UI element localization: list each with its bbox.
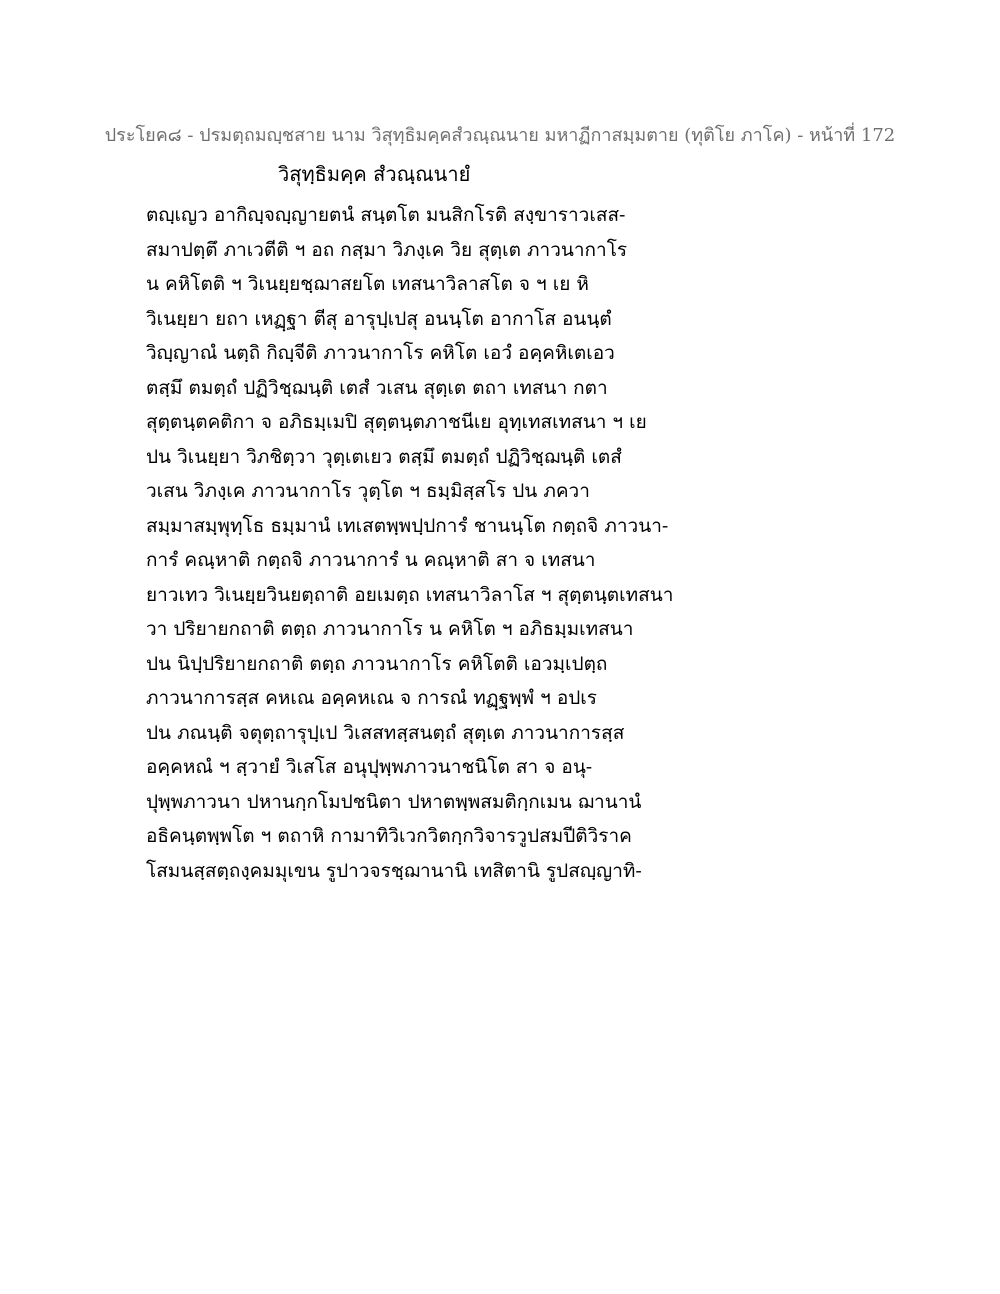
text-line: อคฺคหณํ ฯ สฺวายํ วิเสโส อนุปุพฺพภาวนาชนิโต สา จ อนุ- <box>146 756 593 778</box>
text-line: ปน วิเนยฺยา วิภชิตฺวา วุตฺเตเยว ตสฺมึ ตมตฺถํ ปฏิวิชฺฌนฺติ เตสํ <box>146 445 622 468</box>
text-line: วิญฺญาณํ นตฺถิ กิญฺจีติ ภาวนากาโร คหิโต เอวํ อคฺคหิเตเอว <box>146 342 615 364</box>
text-line: สุตฺตนฺตคติกา จ อภิธมฺเมปิ สุตฺตนฺตภาชนีเย อุทฺเทสเทสนา ฯ เย <box>146 411 647 433</box>
text-line: สมฺมาสมฺพุทฺโธ ธมฺมานํ เทเสตพฺพปฺปการํ ชานนฺโต กตฺถจิ ภาวนา- <box>146 514 669 537</box>
body-text <box>146 198 686 888</box>
text-line: ปน ภณนฺติ จตุตฺถารุปฺเป วิเสสทสฺสนตฺถํ สุตฺเต ภาวนาการสฺส <box>146 721 625 744</box>
page-header: ประโยค๘ - ปรมตฺถมญฺชสาย นาม วิสุทฺธิมคฺคสํวณฺณนาย มหาฏีกาสมฺมตาย (ทุติโย ภาโค) - หน้าที่ 172 <box>104 125 896 146</box>
text-line: อธิคนฺตพฺพโต ฯ ตถาหิ กามาทิวิเวกวิตกฺกวิจารวูปสมปีติวิราค <box>146 825 632 847</box>
text-line: ภาวนาการสฺส คหเณ อคฺคหเณ จ การณํ ทฏฺฐพฺพํ ฯ อปเร <box>146 687 597 709</box>
text-line: ยาวเทว วิเนยฺยวินยตฺถาติ อยเมตฺถ เทสนาวิลาโส ฯ สุตฺตนฺตเทสนา <box>146 583 674 606</box>
text-line: ตสฺมึ ตมตฺถํ ปฏิวิชฺฌนฺติ เตสํ วเสน สุตฺเต ตถา เทสนา กตา <box>146 376 608 399</box>
text-line: วเสน วิภงฺเค ภาวนากาโร วุตฺโต ฯ ธมฺมิสฺสโร ปน ภควา <box>146 480 590 502</box>
text-line: วา ปริยายกถาติ ตตฺถ ภาวนากาโร น คหิโต ฯ อภิธมฺมเทสนา <box>146 618 634 640</box>
text-line: ปน นิปฺปริยายกถาติ ตตฺถ ภาวนากาโร คหิโตติ เอวมฺเปตฺถ <box>146 652 608 675</box>
text-line: การํ คณฺหาติ กตฺถจิ ภาวนาการํ น คณฺหาติ สา จ เทสนา <box>146 549 596 571</box>
running-title: วิสุทฺธิมคฺค สํวณฺณนายํ <box>278 162 471 186</box>
text-line: วิเนยฺยา ยถา เหฏฺฐา ตีสุ อารุปฺเปสุ อนนฺโต อากาโส อนนฺตํ <box>146 307 612 330</box>
text-line: ตญฺเญว อากิญฺจญฺญายตนํ สนฺตโต มนสิกโรติ สงฺขาราวเสส- <box>146 204 626 226</box>
text-line: โสมนสฺสตฺถงฺคมมุเขน รูปาวจรชฺฌานานิ เทสิตานิ รูปสญฺญาทิ- <box>146 859 642 882</box>
text-line: น คหิโตติ ฯ วิเนยฺยชฺฌาสยโต เทสนาวิลาสโต จ ฯ เย หิ <box>146 273 589 295</box>
text-line: สมาปตฺตึ ภาเวตีติ ฯ อถ กสฺมา วิภงฺเค วิย สุตฺเต ภาวนากาโร <box>146 238 628 261</box>
text-line: ปุพฺพภาวนา ปหานกฺกโมปชนิตา ปหาตพฺพสมติกฺกเมน ฌานานํ <box>146 790 642 813</box>
